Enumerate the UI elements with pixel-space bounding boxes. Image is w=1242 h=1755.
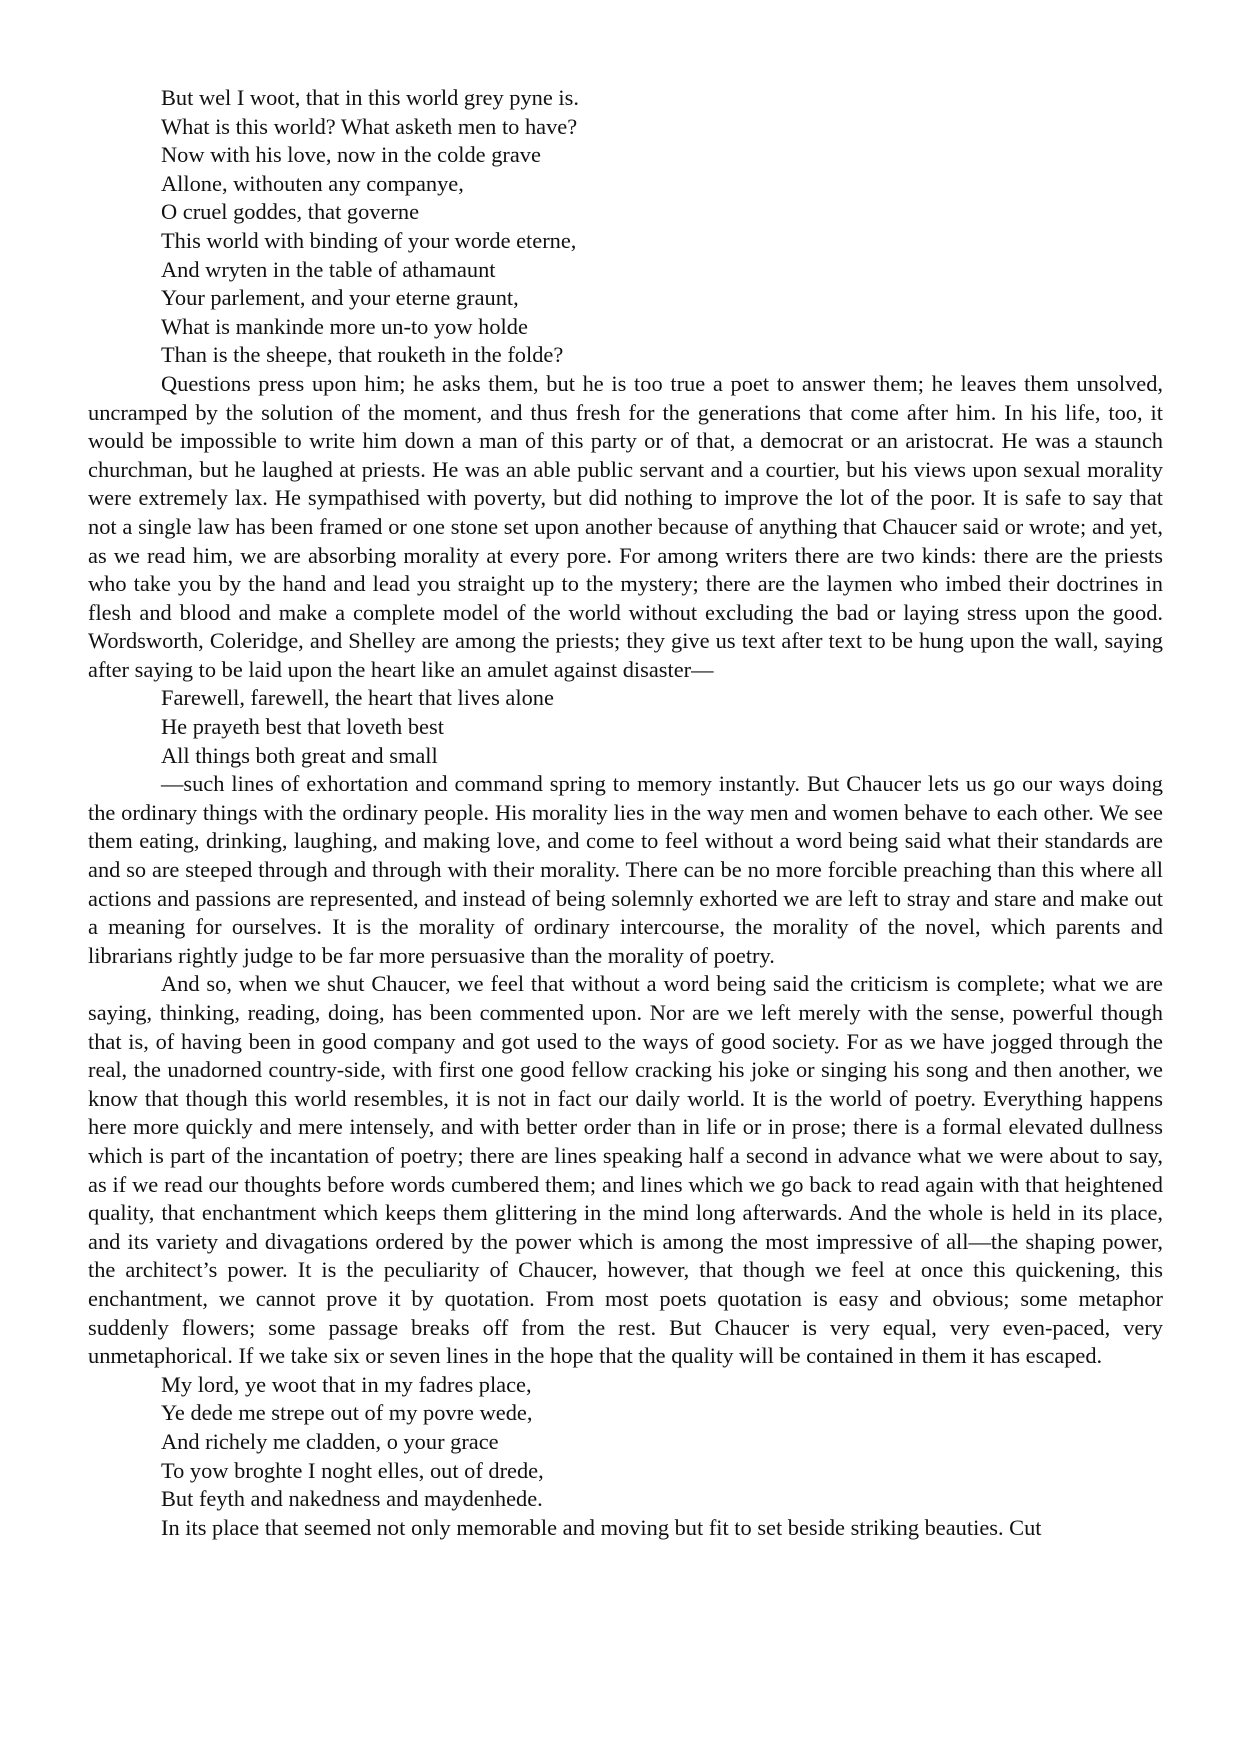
verse-line: To yow broghte I noght elles, out of drede,: [161, 1457, 544, 1483]
verse-quotation: [88, 84, 1163, 370]
verse-line: But wel I woot, that in this world grey pyne is.: [161, 85, 579, 110]
verse-line: This world with binding of your worde eterne,: [161, 227, 577, 253]
verse-line: Ye dede me strepe out of my povre wede,: [161, 1400, 533, 1426]
verse-line: Now with his love, now in the colde grave: [161, 142, 541, 168]
verse-quotation: [88, 1371, 1163, 1514]
document-page: [88, 84, 1163, 1542]
verse-line: And richely me cladden, o your grace: [161, 1428, 499, 1454]
verse-line: Allone, withouten any companye,: [161, 170, 464, 196]
verse-line: What is this world? What asketh men to have?: [161, 113, 578, 139]
body-paragraph: Questions press upon him; he asks them, but he is too true a poet to answer them; he leaves them unsolved, uncramped by the solution of the moment, and thus fresh for the generations that come after him. In his life, too, it would be impossible to write him down a man of this party or of that, a democrat or an aristocrat. He was a staunch churchman, but he laughed at priests. He was an able public servant and a courtier, but his views upon sexual morality were extremely lax. He sympathised with poverty, but did nothing to improve the lot of the poor. It is safe to say that not a single law has been framed or one stone set upon another because of anything that Chaucer said or wrote; and yet, as we read him, we are absorbing morality at every pore. For among writers there are two kinds: there are the priests who take you by the hand and lead you straight up to the mystery; there are the laymen who imbed their doctrines in flesh and blood and make a complete model of the world without excluding the bad or laying stress upon the good. Wordsworth, Coleridge, and Shelley are among the priests; they give us text after text to be hung upon the wall, saying after saying to be laid upon the heart like an amulet against disaster—: [88, 370, 1163, 682]
verse-line: Farewell, farewell, the heart that lives alone: [161, 685, 554, 711]
verse-quotation: [88, 684, 1163, 770]
body-paragraph: And so, when we shut Chaucer, we feel that without a word being said the criticism is complete; what we are saying, thinking, reading, doing, has been commented upon. Nor are we left merely with the sense, powerful though that is, of having been in good company and got used to the ways of good society. For as we have jogged through the real, the unadorned country-side, with first one good fellow cracking his joke or singing his song and then another, we know that though this world resembles, it is not in fact our daily world. It is the world of poetry. Everything happens here more quickly and mere intensely, and with better order than in life or in prose; there is a formal elevated dullness which is part of the incantation of poetry; there are lines speaking half a second in advance what we were about to say, as if we read our thoughts before words cumbered them; and lines which we go back to read again with that heightened quality, that enchantment which keeps them glittering in the mind long afterwards. And the whole is held in its place, and its variety and divagations ordered by the power which is among the most impressive of all—the shaping power, the architect’s power. It is the peculiarity of Chaucer, however, that though we feel at once this quickening, this enchantment, we cannot prove it by quotation. From most poets quotation is easy and obvious; some metaphor suddenly flowers; some passage breaks off from the rest. But Chaucer is very equal, very even-paced, very unmetaphorical. If we take six or seven lines in the hope that the quality will be contained in them it has escaped.: [88, 971, 1163, 1369]
verse-line: But feyth and nakedness and maydenhede.: [161, 1486, 543, 1512]
verse-line: He prayeth best that loveth best: [161, 714, 444, 740]
verse-line: And wryten in the table of athamaunt: [161, 256, 496, 282]
verse-line: What is mankinde more un-to yow holde: [161, 313, 528, 339]
body-paragraph: In its place that seemed not only memorable and moving but fit to set beside striking beauties. Cut: [161, 1514, 1042, 1540]
verse-line: All things both great and small: [161, 742, 438, 768]
verse-line: Than is the sheepe, that rouketh in the folde?: [161, 342, 564, 368]
verse-line: My lord, ye woot that in my fadres place,: [161, 1371, 532, 1397]
verse-line: Your parlement, and your eterne graunt,: [161, 285, 519, 311]
verse-line: O cruel goddes, that governe: [161, 199, 420, 225]
body-paragraph: —such lines of exhortation and command spring to memory instantly. But Chaucer lets us go our ways doing the ordinary things with the ordinary people. His morality lies in the way men and women behave to each other. We see them eating, drinking, laughing, and making love, and come to feel without a word being said what their standards are and so are steeped through and through with their morality. There can be no more forcible preaching than this where all actions and passions are represented, and instead of being solemnly exhorted we are left to stray and stare and make out a meaning for ourselves. It is the morality of ordinary intercourse, the morality of the novel, which parents and librarians rightly judge to be far more persuasive than the morality of poetry.: [88, 771, 1163, 968]
